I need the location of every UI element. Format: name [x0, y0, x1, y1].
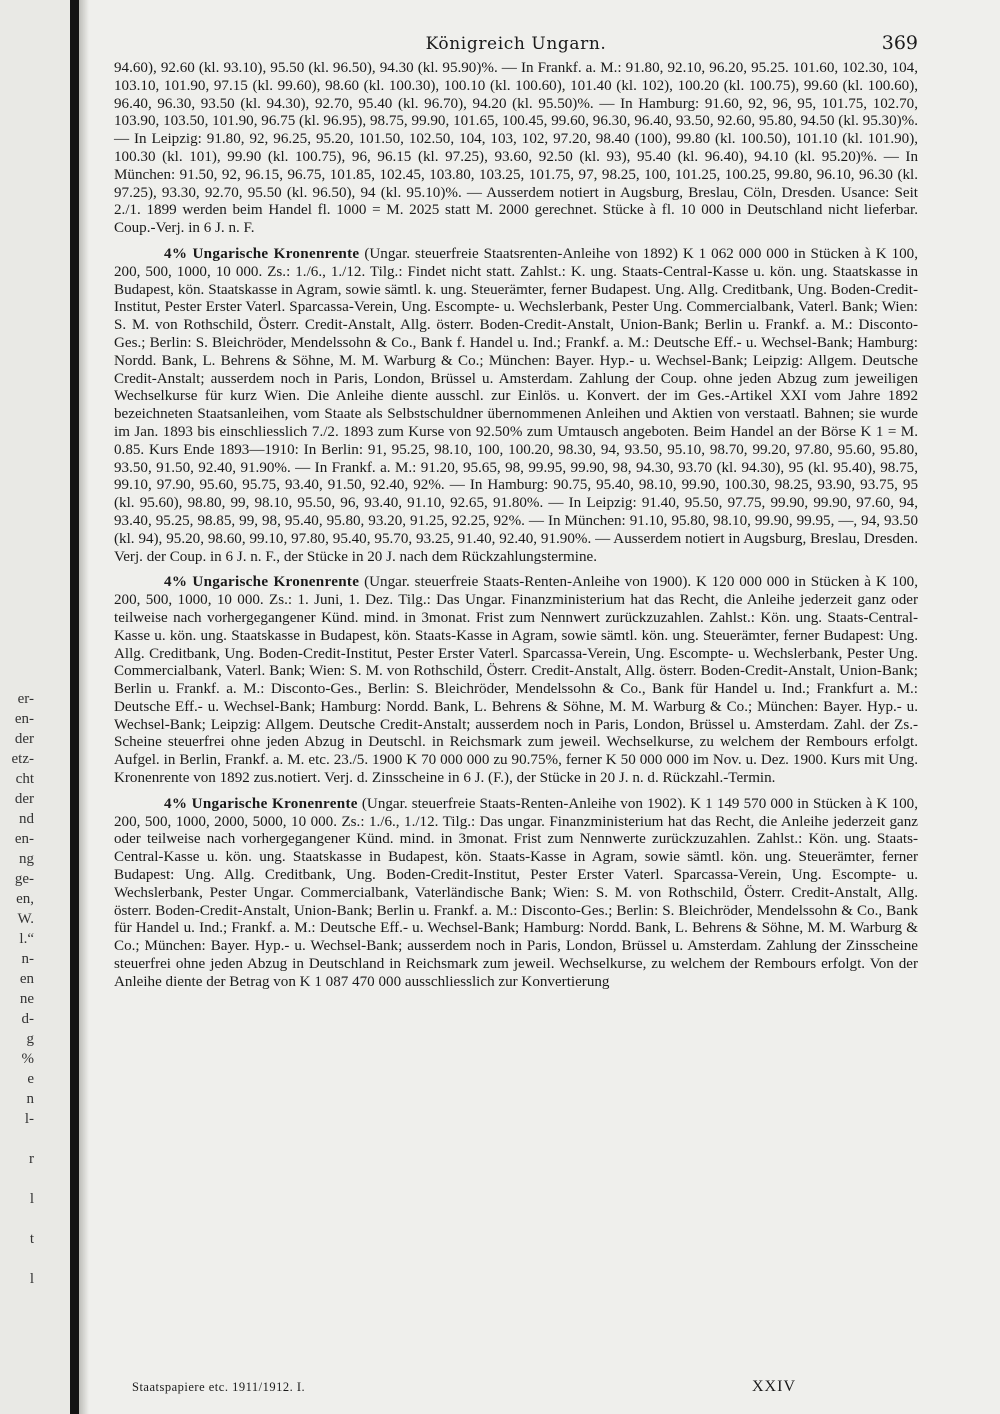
- page-header: [114, 30, 918, 60]
- paragraph-text: 94.60), 92.60 (kl. 93.10), 95.50 (kl. 96.50), 94.30 (kl. 95.90)%. — In Frankf. a. M.: 91.80, 92.10, 96.20, 95.25. 101.60, 102.30, 104, 103.10, 101.90, 97.15 (kl. 99.60), 98.60 (kl. 100.30), 100.10 (kl. 100.60), 101.40 (kl. 102), 100.20 (kl. 100.75), 99.60 (kl. 100.60), 96.40, 96.30, 93.50 (kl. 94.30), 92.70, 95.40 (kl. 96.70), 94.20 (kl. 95.50)%. — In Hamburg: 91.60, 92, 96, 95, 101.75, 102.70, 103.90, 103.50, 101.90, 96.75 (kl. 96.95), 98.75, 99.90, 101.65, 100.45, 99.60, 96.30, 96.40, 93.50, 92.60, 95.80, 94.50 (kl. 95.30)%. — In Leipzig: 91.80, 92, 96.25, 95.20, 101.50, 102.50, 104, 103, 102, 97.20, 98.40 (100), 99.80 (kl. 100.50), 101.10 (kl. 101.90), 100.30 (kl. 101), 99.90 (kl. 100.75), 96, 96.15 (kl. 97.25), 93.60, 92.50 (kl. 93), 95.40 (kl. 96.40), 94.10 (kl. 95.20)%. — In München: 91.50, 92, 96.15, 96.75, 101.85, 102.45, 103.80, 103.25, 101.75, 97, 98.25, 100, 101.25, 100.25, 99.80, 96.10, 96.30 (kl. 97.25), 93.30, 92.70, 95.50 (kl. 96.50), 94 (kl. 95.10)%. — Ausserdem notiert in Augsburg, Breslau, Cöln, Dresden. Usance: Seit 2./1. 1899 werden beim Handel fl. 1000 = M. 2025 statt M. 2000 gerechnet. Stücke à fl. 10 000 in Deutschland nicht lieferbar. Coup.-Verj. in 6 J. n. F.: [114, 60, 918, 237]
- gutter-shadow: [79, 0, 89, 1414]
- entry-heading: 4% Ungarische Kronenrente: [164, 795, 358, 812]
- page: [114, 30, 918, 992]
- margin-fragment: ng: [19, 851, 34, 867]
- margin-fragment: l.“: [19, 931, 34, 947]
- paragraph: [114, 60, 918, 238]
- margin-fragment: n: [26, 1091, 34, 1107]
- body-text: [114, 60, 918, 992]
- entry-heading: 4% Ungarische Kronenrente: [164, 245, 360, 262]
- paragraph: [114, 796, 918, 992]
- margin-fragment: ge-: [14, 871, 34, 887]
- margin-fragment: der: [14, 791, 34, 807]
- paragraph-gap: [114, 788, 918, 796]
- entry-heading: 4% Ungarische Kronenrente: [164, 574, 360, 591]
- margin-fragment: en-: [14, 711, 34, 727]
- margin-fragment: g: [26, 1031, 34, 1047]
- margin-fragment: W.: [17, 911, 34, 927]
- margin-fragment: r: [29, 1151, 34, 1167]
- paragraph: [114, 246, 918, 566]
- margin-fragment: l: [29, 1271, 34, 1287]
- margin-fragment: cht: [15, 771, 34, 787]
- page-footer: [114, 1380, 918, 1402]
- margin-fragment: nd: [19, 811, 34, 827]
- margin-fragment: en-: [14, 831, 34, 847]
- signature-mark: XXIV: [752, 1378, 796, 1395]
- margin-fragment: er-: [17, 691, 34, 707]
- paragraph: [114, 574, 918, 788]
- margin-fragment: etz-: [11, 751, 34, 767]
- margin-fragment: en: [19, 971, 34, 987]
- footer-publication: Staatspapiere etc. 1911/1912. I.: [132, 1380, 306, 1394]
- margin-fragment: e: [27, 1071, 34, 1087]
- margin-fragment: d-: [21, 1011, 34, 1027]
- margin-fragment: l: [29, 1191, 34, 1207]
- paragraph-text: (Ungar. steuerfreie Staats-Renten-Anleihe von 1902). K 1 149 570 000 in Stücken à K 100, 200, 500, 1000, 2000, 5000, 10 000. Zs.: 1./6., 1./12. Tilg.: Das ungar. Finanzministerium hat das Recht, die Anleihe jederzeit ganz oder teilweise nach vorhergegangener Künd. mind. in 3monat. Frist zum Nennwerte zurückzuzahlen. Zahlst.: Kön. ung. Staats-Central-Kasse u. kön. ung. Staatskasse in Budapest, kön. Staats-Kasse in Agram, sowie sämtl. kön. ung. Steuerämter, ferner Budapest: Ung. Allg. Creditbank, Ung. Boden-Credit-Institut, Pester Erster Vaterl. Sparcassa-Verein, Ung. Escompte- u. Wechslerbank, Pester Ungar. Commercialbank, Vaterländische Bank; Wien: S. M. von Rothschild, Österr. Credit-Anstalt, Allg. österr. Boden-Credit-Anstalt, Union-Bank; Berlin u. Frankf. a. M.: Disconto-Ges.; Berlin: S. Bleichröder, Mendelssohn & Co., Bank für Handel u. Ind.; Frankf. a. M.: Deutsche Eff.- u. Wechsel-Bank; Hamburg: Nordd. Bank, L. Behrens & Söhne, M. M. Warburg & Co.; München: Bayer. Hyp.- u. Wechsel-Bank; ausserdem noch in Paris, London, Brüssel u. Amsterdam. Zahlung der Zinsscheine steuerfrei ohne jeden Abzug in Deutschland in Reichsmark zum jeweil. Wechselkurse, zu welchem der Rembours erfolgt. Von der Anleihe diente der Betrag von K 1 087 470 000 ausschliesslich zur Konvertierung: [114, 795, 918, 990]
- paragraph-text: (Ungar. steuerfreie Staats-Renten-Anleihe von 1900). K 120 000 000 in Stücken à K 100, 200, 500, 1000, 10 000. Zs.: 1. Juni, 1. Dez. Tilg.: Das Ungar. Finanzministerium hat das Recht, die Anleihe jederzeit ganz oder teilweise nach vorhergegangener Künd. mind. in 3monat. Frist zum Nennwert zurückzuzahlen. Zahlst.: Kön. ung. Staats-Central-Kasse u. kön. ung. Staatskasse in Budapest, kön. Staats-Kasse in Agram, sowie sämtl. kön. ung. Steuerämter, ferner Budapest: Ung. Allg. Creditbank, Ung. Boden-Credit-Institut, Pester Erster Vaterl. Sparcassa-Verein, Ung. Escompte- u. Wechslerbank, Pester Ung. Commercialbank, Vaterl. Bank; Wien: S. M. von Rothschild, Österr. Credit-Anstalt, Allg. österr. Boden-Credit-Anstalt, Union-Bank; Berlin u. Frankf. a. M.: Disconto-Ges., Berlin: S. Bleichröder, Mendelssohn & Co., Bank für Handel u. Ind.; Frankfurt a. M.: Deutsche Eff.- u. Wechsel-Bank; Hamburg: Nordd. Bank, L. Behrens & Söhne, M. M. Warburg & Co.; München: Bayer. Hyp.- u. Wechsel-Bank; Leipzig: Allgem. Deutsche Credit-Anstalt; ausserdem noch in Paris, London, Brüssel u. Amsterdam. Zahl. der Zs.-Scheine steuerfrei ohne jeden Abzug in Deutschl. in Reichsmark zum jeweil. Wechselkurse, zu welchem der Rembours erfolgt. Aufgel. in Berlin, Frankf. a. M. etc. 23./5. 1900 K 70 000 000 zu 90.75%, ferner K 50 000 000 im Nov. u. Dez. 1900. Kurs mit Ung. Kronenrente von 1892 zus.notiert. Verj. d. Zinsscheine in 6 J. (F.), der Stücke in 20 J. n. d. Rückzahl.-Termin.: [114, 574, 918, 787]
- paragraph-gap: [114, 566, 918, 574]
- paragraph-gap: [114, 238, 918, 246]
- margin-fragment: n-: [21, 951, 34, 967]
- margin-fragment: en,: [16, 891, 34, 907]
- running-title: Königreich Ungarn.: [425, 34, 607, 54]
- binding-shadow-bar: [70, 0, 79, 1414]
- margin-fragment: l-: [24, 1111, 34, 1127]
- margin-fragment: %: [21, 1051, 34, 1067]
- margin-fragment: ne: [19, 991, 34, 1007]
- page-number: 369: [881, 32, 918, 54]
- margin-fragment: der: [14, 731, 34, 747]
- margin-fragment: t: [29, 1231, 34, 1247]
- paragraph-text: (Ungar. steuerfreie Staatsrenten-Anleihe von 1892) K 1 062 000 000 in Stücken à K 100, 200, 500, 1000, 10 000. Zs.: 1./6., 1./12. Tilg.: Findet nicht statt. Zahlst.: K. ung. Staats-Central-Kasse u. kön. ung. Staatskasse in Budapest, kön. Staatskasse in Agram, sowie sämtl. k. ung. Steuerämter, ferner Budapest. Ung. Allg. Creditbank, Ung. Boden-Credit-Institut, Pester Erster Vaterl. Sparcassa-Verein, Ung. Escompte- u. Wechslerbank, Pester Ung. Commercialbank, Vaterl. Bank; Wien: S. M. von Rothschild, Österr. Credit-Anstalt, Allg. österr. Boden-Credit-Anstalt, Union-Bank; Berlin u. Frankf. a. M.: Disconto-Ges.; Berlin: S. Bleichröder, Mendelssohn & Co., Bank f. Handel u. Ind.; Frankf. a. M.: Deutsche Eff.- u. Wechsel-Bank; Hamburg: Nordd. Bank, L. Behrens & Söhne, M. M. Warburg & Co.; München: Bayer. Hyp.- u. Wechsel-Bank; Leipzig: Allgem. Deutsche Credit-Anstalt; ausserdem noch in Paris, London, Brüssel u. Amsterdam. Zahlung der Coup. ohne jeden Abzug zum jeweiligen Wechselkurse für kurz Wien. Die Anleihe diente ausschl. zur Einlös. u. Konvert. der im Ges.-Artikel XXI vom Jahre 1892 bezeichneten Staatsanleihen, vom Staate als Selbstschuldner übernommenen Anleihen und Aktien von verstaatl. Bahnen; sie wurde im Jan. 1893 bis einschliesslich 7./2. 1893 zum Kurse von 92.50% zum Umtausch angeboten. Beim Handel an der Börse K 1 = M. 0.85. Kurs Ende 1893—1910: In Berlin: 91, 95.25, 98.10, 100, 100.20, 98.30, 94, 93.50, 95.10, 98.70, 99.20, 97.80, 95.60, 95.80, 93.50, 91.50, 92.40, 91.90%. — In Frankf. a. M.: 91.20, 95.65, 98, 99.95, 99.90, 98, 94.30, 93.70 (kl. 94.30), 95 (kl. 95.40), 98.75, 99.10, 97.90, 95.60, 95.75, 93.40, 91.50, 92.40, 92%. — In Hamburg: 90.75, 95.40, 98.10, 99.90, 100.30, 98.25, 93.90, 93.75, 95 (kl. 95.60), 98.80, 99, 98.10, 95.50, 96, 93.40, 91.10, 92.65, 91.80%. — In Leipzig: 91.40, 95.50, 97.75, 99.90, 99.90, 97.60, 94, 93.40, 95.25, 98.85, 99, 98, 95.40, 95.80, 93.20, 91.25, 92.25, 92%. — In München: 91.10, 95.80, 98.10, 99.90, 99.95, —, 94, 93.50 (kl. 94), 95.20, 98.60, 99.10, 97.80, 95.40, 95.70, 93.25, 91.40, 92.40, 91.90%. — Ausserdem notiert in Augsburg, Breslau, Dresden. Verj. der Coup. in 6 J. n. F., der Stücke in 20 J. nach dem Rückzahlungstermine.: [114, 245, 918, 565]
